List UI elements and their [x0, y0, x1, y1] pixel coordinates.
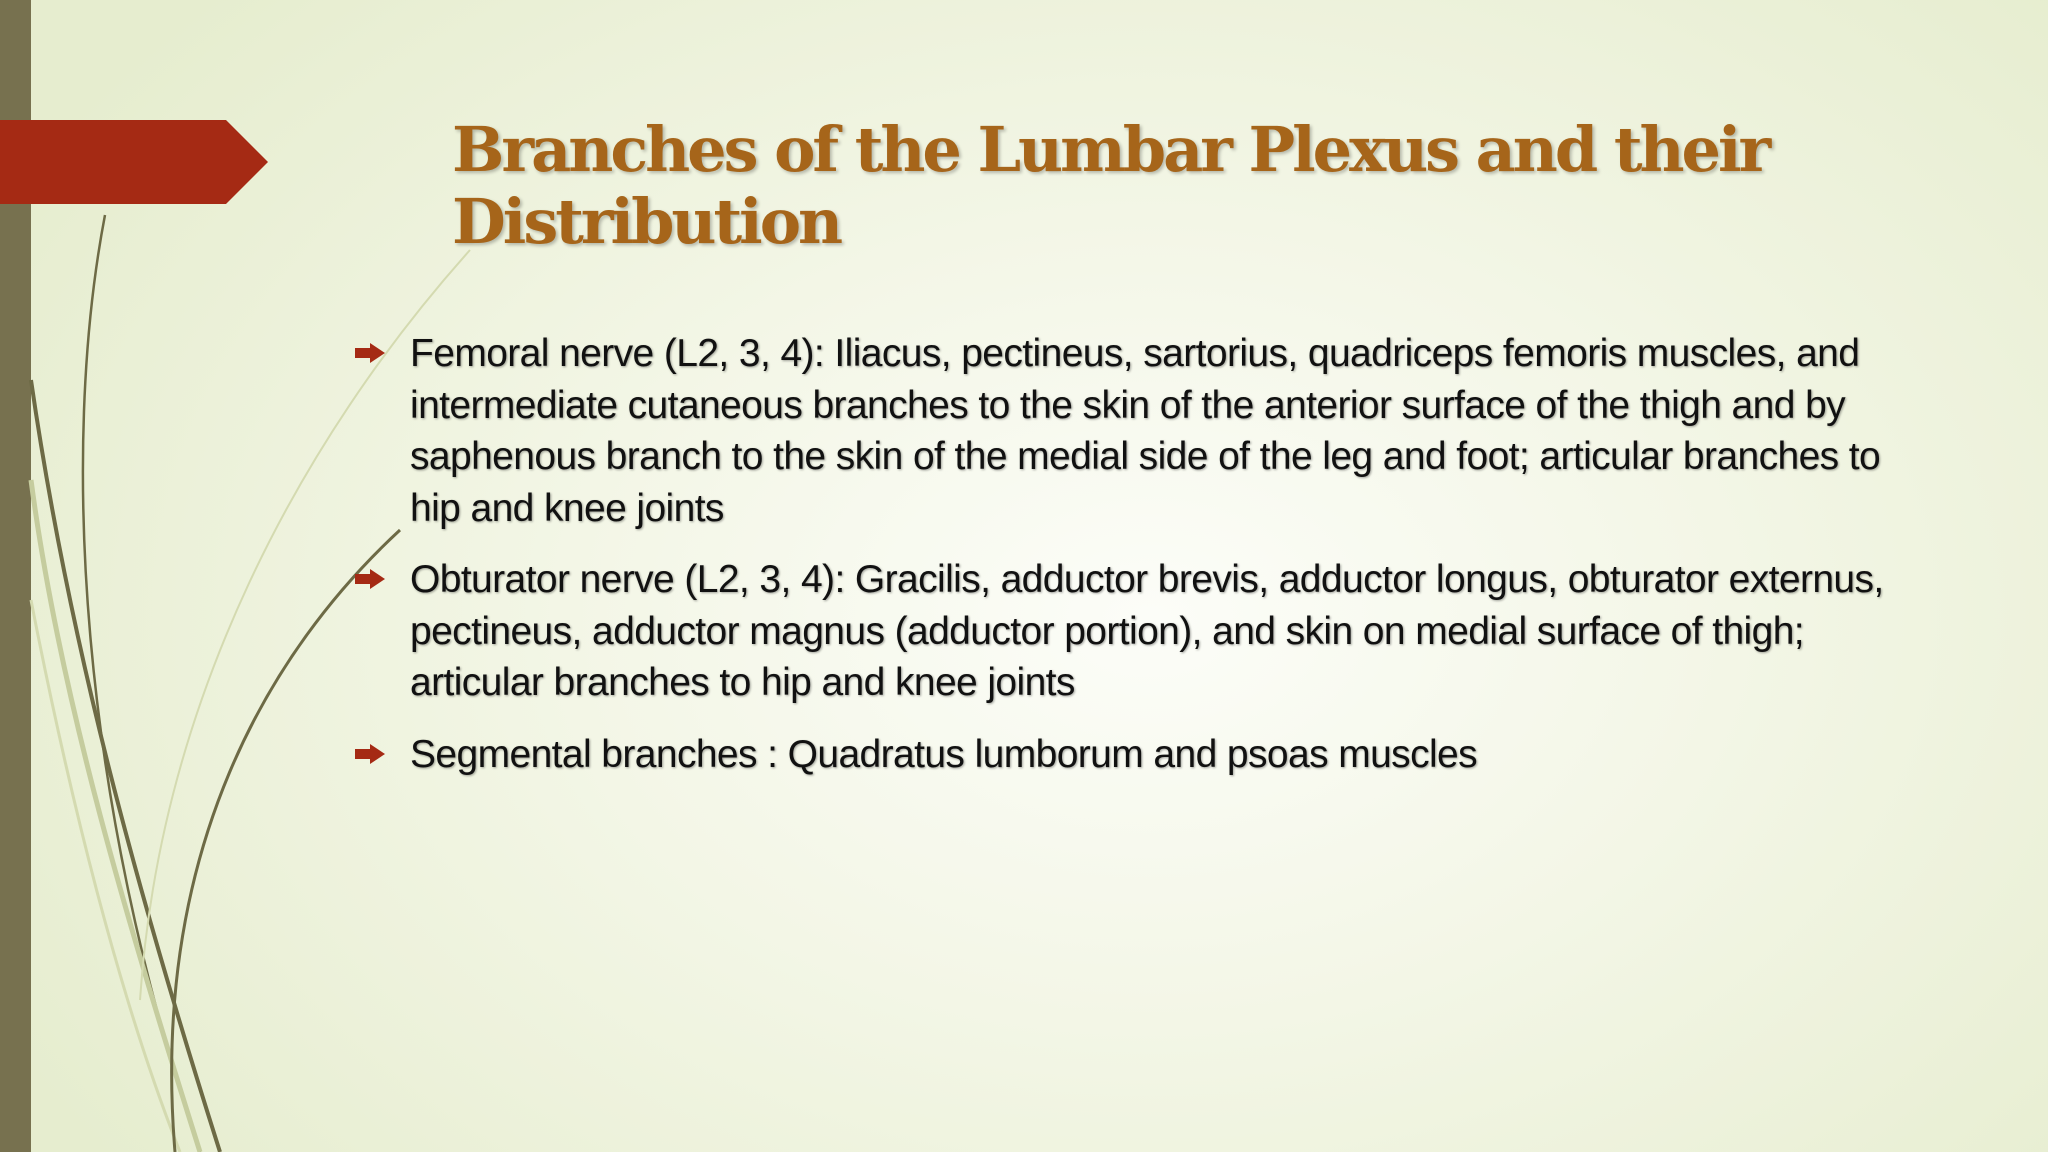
- title-line-1: Branches of the Lumbar Plexus and their: [452, 113, 1769, 186]
- slide-title: [452, 114, 1952, 258]
- bullet-obturator-nerve: [354, 554, 1914, 709]
- bullet-text: Obturator nerve (L2, 3, 4): Gracilis, adductor brevis, adductor longus, obturator externus, pectineus, adductor magnus (adductor portion), and skin on medial surface of thigh; articular branches to hip and knee joints: [410, 558, 1884, 704]
- bullet-text: Segmental branches : Quadratus lumborum and psoas muscles: [410, 732, 1478, 776]
- bullet-list: [354, 328, 1914, 800]
- arrow-right-icon: [354, 341, 386, 365]
- bullet-segmental-branches: [354, 729, 1914, 781]
- arrow-right-icon: [354, 567, 386, 591]
- title-line-2: Distribution: [452, 185, 841, 258]
- arrow-right-icon: [354, 742, 386, 766]
- bullet-text: Femoral nerve (L2, 3, 4): Iliacus, pectineus, sartorius, quadriceps femoris muscles, and intermediate cutaneous branches to the skin of the anterior surface of the thigh and by saphenous branch to the skin of the medial side of the leg and foot; articular branches to hip and knee joints: [410, 332, 1881, 530]
- bullet-femoral-nerve: [354, 328, 1914, 534]
- title-accent-arrow: [0, 0, 270, 220]
